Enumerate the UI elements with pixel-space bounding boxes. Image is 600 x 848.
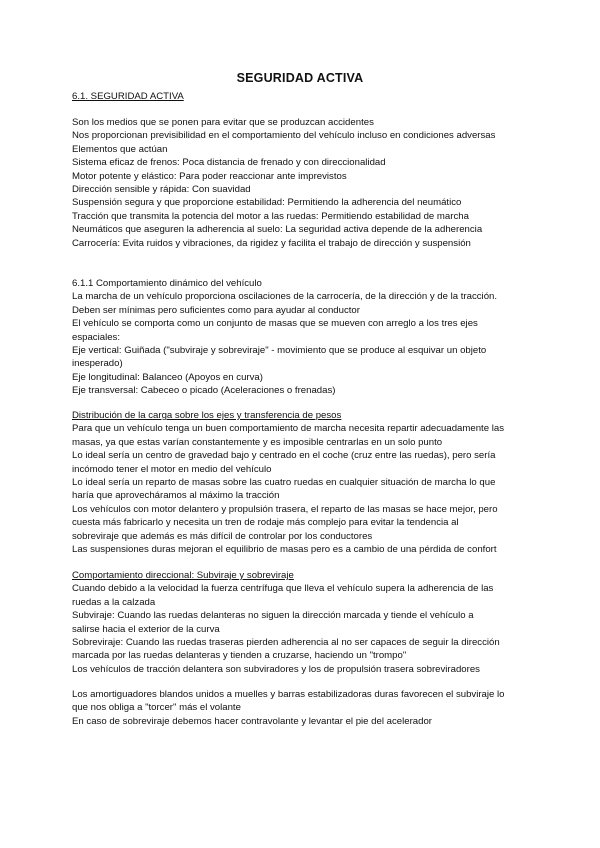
section-heading-block (72, 90, 532, 103)
text-line: Los vehículos con motor delantero y propulsión trasera, el reparto de las masas se hace mejor, pero (72, 503, 498, 515)
text-line: Dirección sensible y rápida: Con suavidad (72, 183, 251, 195)
subsection-heading: Comportamiento direccional: Subviraje y sobreviraje (72, 570, 294, 581)
text-line: espaciales: (72, 331, 120, 343)
text-line: Subviraje: Cuando las ruedas delanteras no siguen la dirección marcada y tiende el vehículo a (72, 610, 474, 622)
subsection-heading: 6.1.1 Comportamiento dinámico del vehículo (72, 278, 262, 289)
text-line: marcada por las ruedas delanteras y tienden a cruzarse, haciendo un "trompo" (72, 650, 407, 662)
intro-paragraphs (72, 116, 532, 250)
text-line: salirse hacia el exterior de la curva (72, 623, 220, 635)
subsection-distribucion (72, 409, 532, 556)
text-line: Suspensión segura y que proporcione estabilidad: Permitiendo la adherencia del neumático (72, 197, 462, 209)
text-line: Elementos que actúan (72, 143, 168, 155)
text-line: Deben ser mínimas pero suficientes como para ayudar al conductor (72, 304, 360, 316)
text-line: haría que aprovecháramos al máximo la tracción (72, 490, 280, 502)
text-line: Eje transversal: Cabeceo o picado (Aceleraciones o frenadas) (72, 385, 336, 397)
text-line: Lo ideal sería un centro de gravedad bajo y centrado en el coche (cruz entre las ruedas), pero sería (72, 450, 496, 462)
text-line: Carrocería: Evita ruidos y vibraciones, da rigidez y facilita el trabajo de dirección y suspensión (72, 237, 471, 249)
page-title: SEGURIDAD ACTIVA (236, 71, 364, 85)
text-line: Son los medios que se ponen para evitar que se produzcan accidentes (72, 117, 374, 128)
section-heading: 6.1. SEGURIDAD ACTIVA (72, 91, 184, 102)
text-line: Para que un vehículo tenga un buen comportamiento de marcha necesita repartir adecuadamente las (72, 423, 504, 435)
text-line: sobreviraje que además es más difícil de controlar por los conductores (72, 530, 373, 542)
subsection-611 (72, 277, 532, 398)
subsection-heading: Distribución de la carga sobre los ejes y transferencia de pesos (72, 410, 342, 421)
text-line: La marcha de un vehículo proporciona oscilaciones de la carrocería, de la dirección y de la tracción. (72, 291, 498, 303)
text-line: Nos proporcionan previsibilidad en el comportamiento del vehículo incluso en condiciones adversas (72, 130, 496, 142)
text-line: Motor potente y elástico: Para poder reaccionar ante imprevistos (72, 170, 347, 182)
subsection-direccional (72, 569, 532, 676)
text-line: que nos obliga a "torcer" más el volante (72, 702, 241, 714)
text-line: Lo ideal sería un reparto de masas sobre las cuatro ruedas en cualquier situación de marcha lo que (72, 476, 496, 488)
text-line: Los amortiguadores blandos unidos a muelles y barras estabilizadoras duras favorecen el subviraje lo (72, 689, 505, 700)
text-line: Sistema eficaz de frenos: Poca distancia de frenado y con direccionalidad (72, 157, 386, 169)
text-line: Las suspensiones duras mejoran el equilibrio de masas pero es a cambio de una pérdida de confort (72, 543, 497, 555)
text-line: masas, ya que estas varían constantemente y es imposible centrarlas en un solo punto (72, 436, 443, 448)
final-paragraphs (72, 688, 532, 728)
text-line: Cuando debido a la velocidad la fuerza centrífuga que lleva el vehículo supera la adherencia de las (72, 583, 494, 595)
text-line: Los vehículos de tracción delantera son subviradores y los de propulsión trasera sobreviradores (72, 663, 480, 675)
text-line: incómodo tener el motor en medio del vehículo (72, 463, 272, 475)
text-line: Tracción que transmita la potencia del motor a las ruedas: Permitiendo estabilidad de marcha (72, 210, 469, 222)
text-line: Eje vertical: Guiñada ("subviraje y sobreviraje" - movimiento que se produce al esquivar un objeto (72, 344, 487, 356)
text-line: El vehículo se comporta como un conjunto de masas que se mueven con arreglo a los tres ejes (72, 318, 478, 330)
text-line: ruedas a la calzada (72, 596, 156, 608)
text-line: Sobreviraje: Cuando las ruedas traseras pierden adherencia al no ser capaces de seguir la dirección (72, 636, 500, 648)
text-line: Eje longitudinal: Balanceo (Apoyos en curva) (72, 371, 263, 383)
text-line: En caso de sobreviraje debemos hacer contravolante y levantar el pie del acelerador (72, 715, 432, 727)
text-line: inesperado) (72, 358, 123, 370)
text-line: cuesta más fabricarlo y necesita un tren de rodaje más complejo para evitar la tendencia al (72, 517, 459, 529)
text-line: Neumáticos que aseguren la adherencia al suelo: La seguridad activa depende de la adherencia (72, 224, 483, 236)
